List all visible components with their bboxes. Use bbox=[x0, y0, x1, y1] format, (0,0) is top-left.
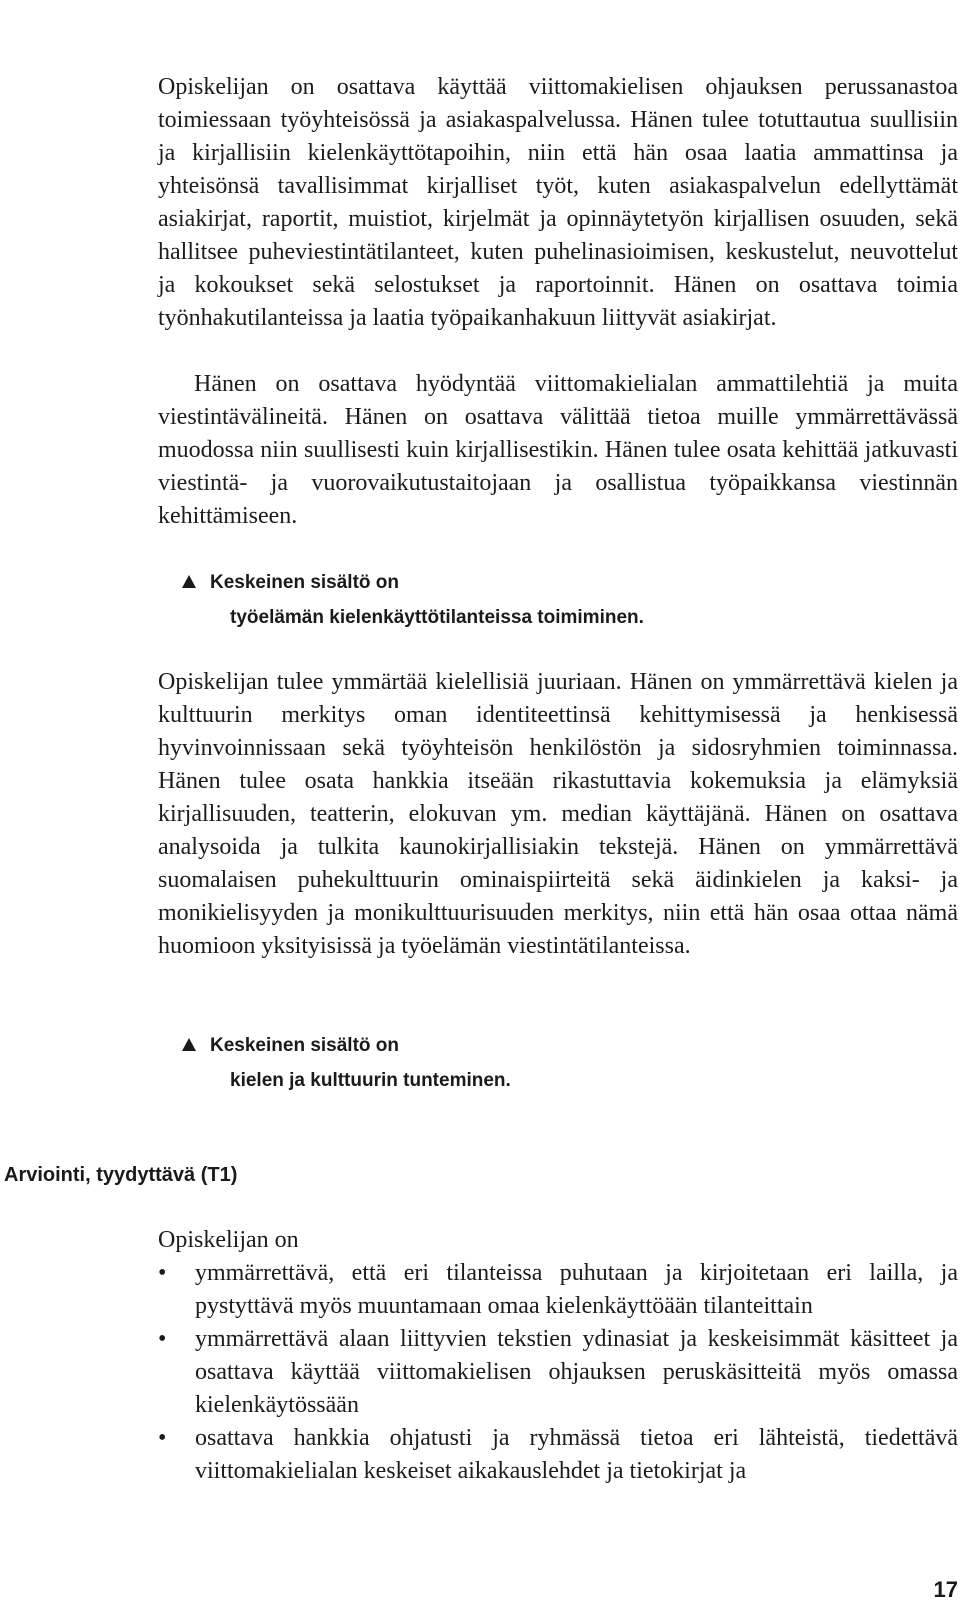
list-item-text: ymmärrettävä alaan liittyvien tekstien ydinasiat ja keskeisimmät käsitteet ja osattava käyttää viittomakielisen ohjauksen peruskäsitteitä myös omassa kielenkäytössään bbox=[195, 1326, 958, 1418]
bullet-icon: • bbox=[158, 1326, 167, 1352]
triangle-bullet-icon bbox=[182, 1038, 196, 1051]
callout-content: kielen ja kulttuurin tunteminen. bbox=[230, 1070, 511, 1091]
callout-content: työelämän kielenkäyttötilanteissa toimiminen. bbox=[230, 607, 644, 628]
body-paragraph: Opiskelijan on osattava käyttää viittomakielisen ohjauksen perussanastoa toimiessaan työyhteisössä ja asiakaspalvelussa. Hänen tulee totuttautua suullisiin ja kirjallisiin kielenkäyttötapoihin, niin että hän osaa laatia ammattinsa ja yhteisönsä tavallisimmat kirjalliset työt, kuten asiakaspalvelun edellyttämät asiakirjat, raportit, muistiot, kirjelmät ja opinnäytetyön kirjallisen osuuden, sekä hallitsee puheviestintätilanteet, kuten puhelinasioimisen, keskustelut, neuvottelut ja kokoukset sekä selostukset ja raportoinnit. Hänen on osattava toimia työnhakutilanteissa ja laatia työpaikanhakuun liittyvät asiakirjat. bbox=[158, 74, 958, 331]
list-item bbox=[158, 1422, 958, 1488]
bullet-icon: • bbox=[158, 1425, 167, 1451]
list-item bbox=[158, 1323, 958, 1422]
list-item-text: osattava hankkia ohjatusti ja ryhmässä tietoa eri lähteistä, tiedettävä viittomakielialan keskeiset aikakauslehdet ja tietokirjat ja bbox=[195, 1425, 958, 1484]
list-intro: Opiskelijan on bbox=[158, 1227, 299, 1253]
key-content-callout bbox=[182, 1028, 511, 1098]
bullet-icon: • bbox=[158, 1260, 167, 1286]
section-heading: Arviointi, tyydyttävä (T1) bbox=[4, 1164, 238, 1186]
key-content-callout bbox=[182, 565, 644, 635]
body-paragraph: Opiskelijan tulee ymmärtää kielellisiä juuriaan. Hänen on ymmärrettävä kielen ja kulttuurin merkitys oman identiteettinsä kehittymisessä ja henkisessä hyvinvoinnissaan sekä työyhteisön henkilöstön ja sidosryhmien toiminnassa. Hänen tulee osata hankkia itseään rikastuttavia kokemuksia ja elämyksiä kirjallisuuden, teatterin, elokuvan ym. median käyttäjänä. Hänen on osattava analysoida ja tulkita kaunokirjallisiakin tekstejä. Hänen on ymmärrettävä suomalaisen puhekulttuurin ominaispiirteitä sekä äidinkielen ja kaksi- ja monikielisyyden ja monikulttuurisuuden merkitys, niin että hän osaa ottaa nämä huomioon yksityisissä ja työelämän viestintätilanteissa. bbox=[158, 669, 958, 959]
callout-label: Keskeinen sisältö on bbox=[210, 572, 400, 593]
list-item-text: ymmärrettävä, että eri tilanteissa puhutaan ja kirjoitetaan eri lailla, ja pystyttävä myös muuntamaan omaa kielenkäyttöään tilanteittain bbox=[195, 1260, 958, 1319]
body-paragraph: Hänen on osattava hyödyntää viittomakielialan ammattilehtiä ja muita viestintävälineitä. Hänen on osattava välittää tietoa muille ymmärrettävässä muodossa niin suullisesti kuin kirjallisestikin. Hänen tulee osata kehittää jatkuvasti viestintä- ja vuorovaikutustaitojaan ja osallistua työpaikkansa viestinnän kehittämiseen. bbox=[158, 371, 958, 529]
page-number: 17 bbox=[933, 1577, 958, 1602]
list-item bbox=[158, 1257, 958, 1323]
callout-label: Keskeinen sisältö on bbox=[210, 1035, 400, 1056]
bullet-list bbox=[158, 1257, 958, 1488]
triangle-bullet-icon bbox=[182, 575, 196, 588]
